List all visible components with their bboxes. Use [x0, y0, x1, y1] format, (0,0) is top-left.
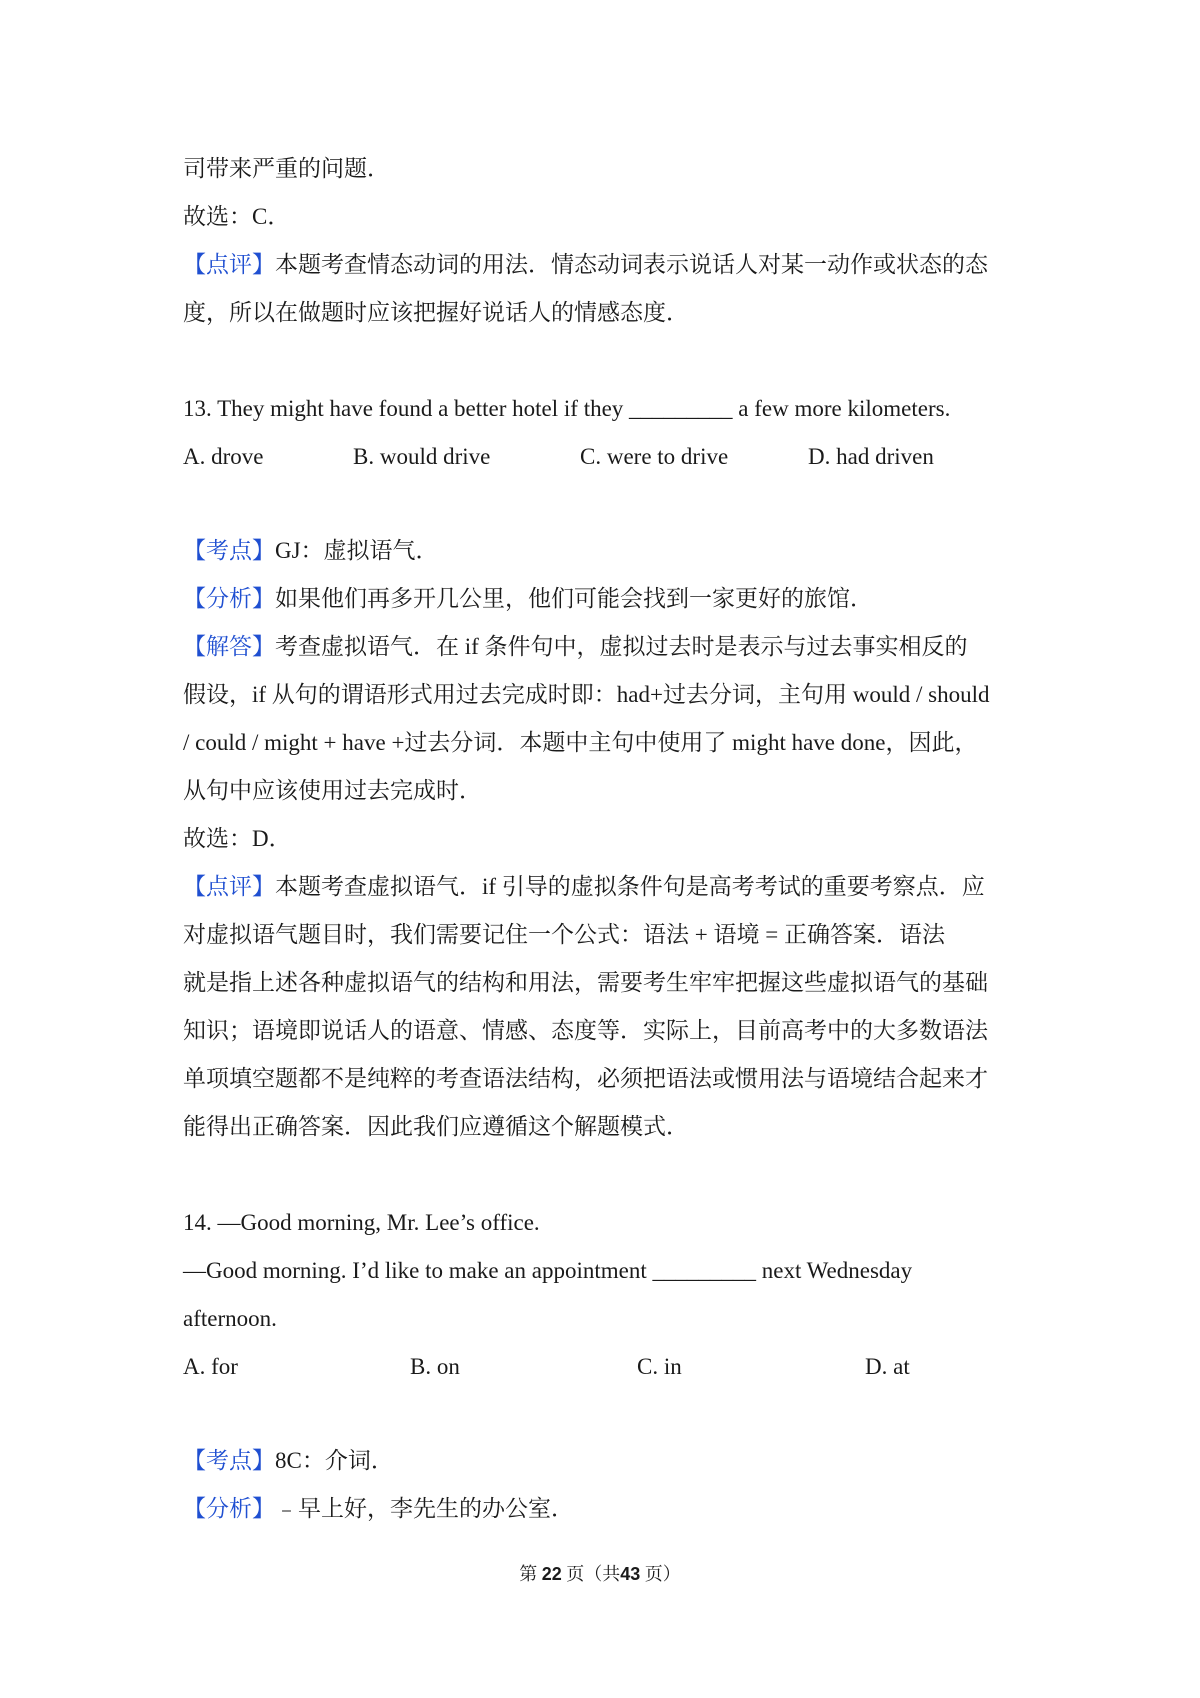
q13-option-d: D. had driven: [808, 444, 934, 469]
footer-middle: 页（共: [566, 1564, 621, 1584]
fenxi-tag: 【分析】: [183, 1496, 275, 1521]
kaodian-tag: 【考点】: [183, 1448, 275, 1473]
q13-fenxi: [183, 585, 873, 613]
q13-dianping: [183, 873, 985, 901]
fenxi-text: 如果他们再多开几公里，他们可能会找到一家更好的旅馆．: [275, 586, 873, 611]
prev-comment-line2: 度，所以在做题时应该把握好说话人的情感态度．: [183, 300, 689, 325]
q14-option-b: B. on: [410, 1354, 460, 1379]
fenxi-text: ﹣早上好，李先生的办公室．: [275, 1496, 574, 1521]
q13-option-a: A. drove: [183, 444, 264, 469]
prev-comment: [183, 251, 988, 279]
jieda-tag: 【解答】: [183, 634, 275, 659]
q13-dianping-line: 知识；语境即说话人的语意、情感、态度等．实际上，目前高考中的大多数语法: [183, 1018, 988, 1043]
q14-fenxi: [183, 1495, 574, 1523]
dianping-text: 本题考查虚拟语气．if 引导的虚拟条件句是高考考试的重要考察点．应: [275, 874, 985, 899]
fenxi-tag: 【分析】: [183, 586, 275, 611]
footer-prefix: 第: [519, 1564, 538, 1584]
q13-dianping-line: 对虚拟语气题目时，我们需要记住一个公式：语法 + 语境 = 正确答案．语法: [183, 922, 945, 947]
page-footer: [0, 1562, 1200, 1586]
page-number: 22: [541, 1564, 562, 1584]
q13-option-b: B. would drive: [353, 444, 491, 469]
q13-dianping-line: 能得出正确答案．因此我们应遵循这个解题模式．: [183, 1114, 689, 1139]
dianping-tag: 【点评】: [183, 874, 275, 899]
q13-kaodian: [183, 537, 439, 565]
q13-jieda: [183, 633, 968, 661]
q14-option-a: A. for: [183, 1354, 238, 1379]
q13-dianping-line: 单项填空题都不是纯粹的考查语法结构，必须把语法或惯用法与语境结合起来才: [183, 1066, 988, 1091]
q13-jieda-line: 假设，if 从句的谓语形式用过去完成时即：had+过去分词，主句用 would / should: [183, 682, 990, 707]
q13-jieda-line: / could / might + have +过去分词．本题中主句中使用了 might have done，因此，: [183, 730, 978, 755]
comment-text: 本题考查情态动词的用法．情态动词表示说话人对某一动作或状态的态: [275, 252, 988, 277]
q14-kaodian: [183, 1447, 394, 1475]
q14-option-c: C. in: [637, 1354, 682, 1379]
q14-line2: —Good morning. I’d like to make an appointment _________ next Wednesday: [183, 1258, 913, 1283]
q14-line1: 14. —Good morning, Mr. Lee’s office.: [183, 1210, 540, 1235]
q14-option-d: D. at: [865, 1354, 910, 1379]
prev-explanation-line: 司带来严重的问题．: [183, 156, 390, 181]
kaodian-text: 8C：介词．: [275, 1448, 394, 1473]
q13-jieda-line: 从句中应该使用过去完成时．: [183, 778, 482, 803]
total-pages: 43: [620, 1564, 641, 1584]
kaodian-text: GJ：虚拟语气．: [275, 538, 439, 563]
q14-line3: afternoon.: [183, 1306, 277, 1331]
jieda-text: 考查虚拟语气．在 if 条件句中，虚拟过去时是表示与过去事实相反的: [275, 634, 968, 659]
kaodian-tag: 【考点】: [183, 538, 275, 563]
comment-tag: 【点评】: [183, 252, 275, 277]
footer-suffix: 页）: [644, 1564, 681, 1584]
prev-answer: 故选：C．: [183, 204, 291, 229]
q13-dianping-line: 就是指上述各种虚拟语气的结构和用法，需要考生牢牢把握这些虚拟语气的基础: [183, 970, 988, 995]
q13-answer: 故选：D．: [183, 826, 292, 851]
q13-option-c: C. were to drive: [580, 444, 729, 469]
q13-stem: 13. They might have found a better hotel if they _________ a few more kilometers.: [183, 396, 951, 421]
